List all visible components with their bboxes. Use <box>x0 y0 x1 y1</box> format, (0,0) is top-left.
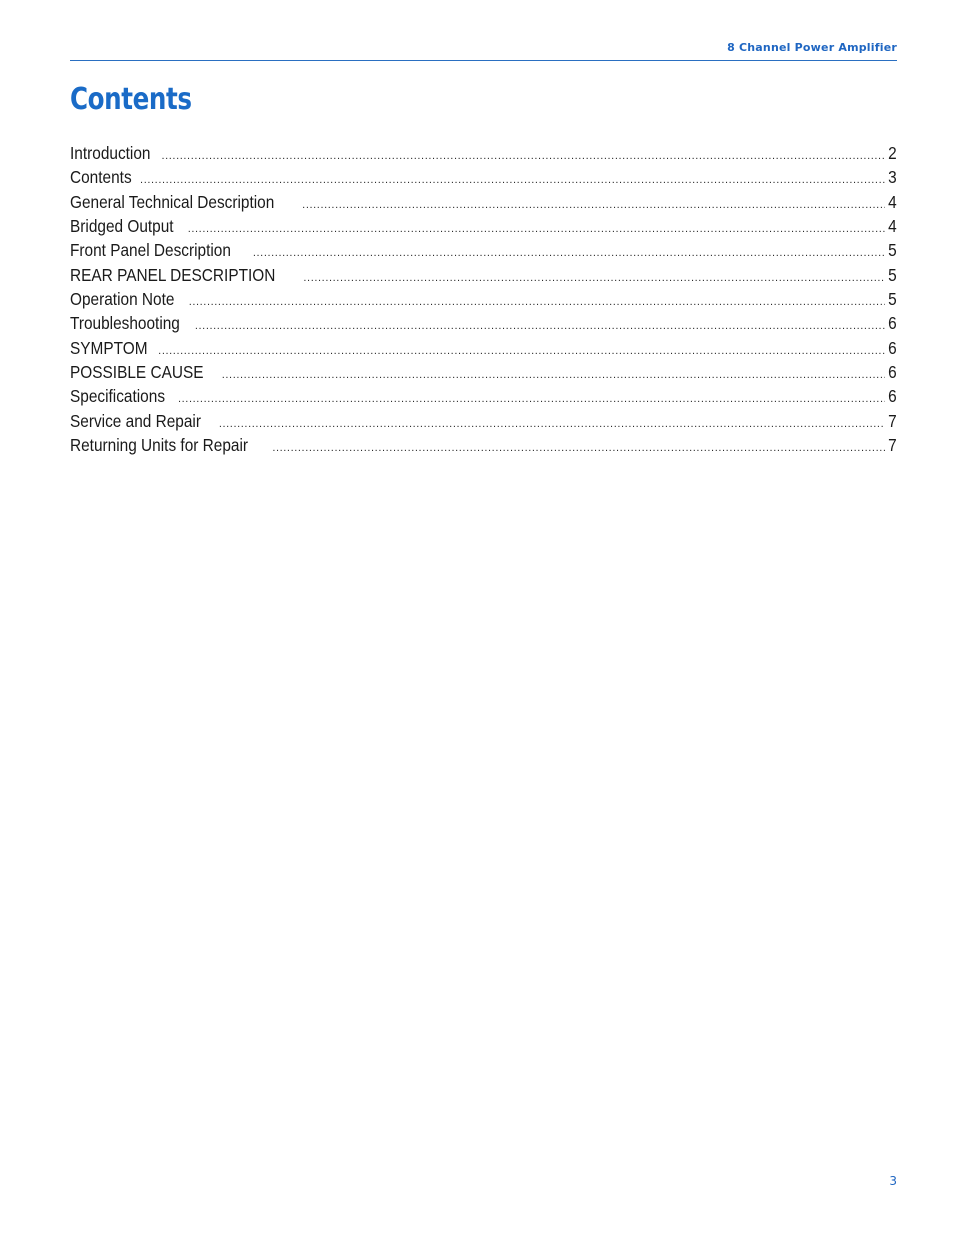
toc-entry-troubleshooting[interactable] <box>70 311 897 335</box>
toc-entry-label: Service and Repair <box>70 410 201 431</box>
dot-leader <box>195 314 885 335</box>
dot-leader <box>161 144 885 165</box>
dot-leader <box>303 266 885 287</box>
toc-entry-page: 6 <box>888 386 897 407</box>
toc-entry-label: Returning Units for Repair <box>70 435 249 456</box>
dot-leader <box>302 193 885 214</box>
toc-entry-specifications[interactable] <box>70 384 897 408</box>
toc-entry-label: Operation Note <box>70 289 175 310</box>
toc-entry-page: 3 <box>888 167 897 188</box>
toc-entry-page: 5 <box>888 240 897 261</box>
dot-leader <box>140 168 885 189</box>
dot-leader <box>158 339 885 360</box>
toc-entry-label: Front Panel Description <box>70 240 231 261</box>
toc-entry-bridged-output[interactable] <box>70 214 897 238</box>
dot-leader <box>222 363 886 384</box>
toc-entry-page: 7 <box>888 435 897 456</box>
dot-leader <box>253 241 885 262</box>
toc-entry-symptom[interactable] <box>70 336 897 360</box>
toc-entry-page: 7 <box>888 410 897 431</box>
toc-entry-service-and-repair[interactable] <box>70 409 897 433</box>
dot-leader <box>189 290 886 311</box>
toc-entry-page: 5 <box>888 264 897 285</box>
toc-entry-front-panel-description[interactable] <box>70 238 897 262</box>
toc-entry-page: 2 <box>888 143 897 163</box>
toc-entry-label: General Technical Description <box>70 191 275 212</box>
toc-entry-introduction[interactable] <box>70 141 897 165</box>
toc-entry-label: Introduction <box>70 143 151 163</box>
toc-entry-label: POSSIBLE CAUSE <box>70 362 204 383</box>
toc-entry-rear-panel-description[interactable] <box>70 263 897 287</box>
toc-entry-possible-cause[interactable] <box>70 360 897 384</box>
toc-entry-label: Troubleshooting <box>70 313 180 334</box>
toc-entry-label: Specifications <box>70 386 166 407</box>
toc-entry-label: REAR PANEL DESCRIPTION <box>70 264 276 285</box>
toc-entry-operation-note[interactable] <box>70 287 897 311</box>
dot-leader <box>178 387 885 408</box>
toc-entry-page: 6 <box>888 313 897 334</box>
toc-entry-page: 6 <box>888 362 897 383</box>
toc-entry-page: 5 <box>888 289 897 310</box>
page-number: 3 <box>889 1174 897 1188</box>
dot-leader <box>219 412 885 433</box>
dot-leader <box>188 217 886 238</box>
toc-entry-page: 4 <box>888 191 897 212</box>
toc-entry-label: Bridged Output <box>70 216 174 237</box>
toc-entry-contents[interactable] <box>70 165 897 189</box>
running-header <box>70 40 897 61</box>
page-title: Contents <box>70 82 192 117</box>
toc-entry-page: 4 <box>888 216 897 237</box>
toc-entry-label: Contents <box>70 167 132 188</box>
dot-leader <box>272 436 885 457</box>
toc-entry-label: SYMPTOM <box>70 337 148 358</box>
toc-entry-returning-units-for-repair[interactable] <box>70 433 897 457</box>
toc-entry-page: 6 <box>888 337 897 358</box>
toc-entry-general-technical-description[interactable] <box>70 190 897 214</box>
table-of-contents <box>70 141 897 457</box>
document-title: 8 Channel Power Amplifier <box>727 41 897 54</box>
